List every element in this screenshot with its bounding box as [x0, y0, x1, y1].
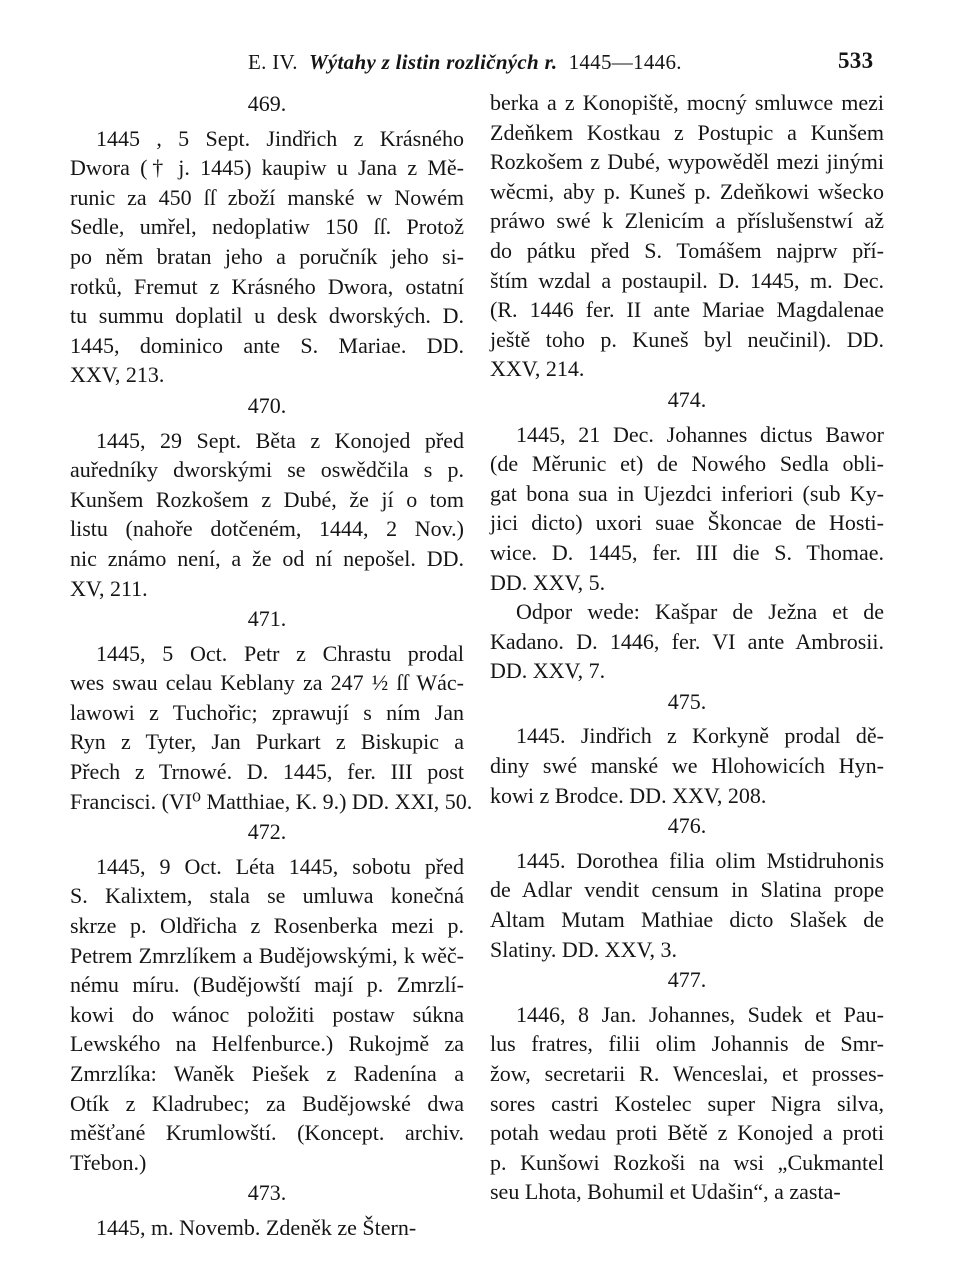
- record-entry: [490, 687, 884, 810]
- entry-text-line: žow, secretarii R. Wenceslai, et prosses-: [490, 1061, 884, 1086]
- right-column: [490, 88, 884, 1207]
- continued-text-line: práwo swé k Zlenicím a příslušenstwí až: [490, 208, 884, 234]
- entry-number: 476.: [667, 813, 707, 839]
- entry-text-line: 1445, 9 Oct. Léta 1445, sobotu před: [96, 853, 464, 879]
- entry-text-line: DD. XXV, 7.: [490, 658, 606, 684]
- entry-text-line: kowi do wánoc položiti postaw súkna: [70, 1001, 464, 1027]
- entry-text-line: de Adlar vendit censum in Slatina prope: [490, 877, 884, 903]
- running-head: [0, 44, 960, 84]
- entry-text-line: měšťané Krumlowští. (Koncept. archiv.: [70, 1120, 464, 1146]
- entry-number: 472.: [247, 819, 287, 845]
- entry-text-line: Třebon.): [70, 1149, 147, 1175]
- record-entry: [70, 89, 464, 390]
- left-column: [70, 88, 473, 1243]
- record-entry: [70, 817, 464, 1177]
- entry-text-line: rotků, Fremut z Krásného Dwora, ostatní: [70, 273, 464, 299]
- continued-text-line: berka a z Konopiště, mocný smluwce mezi: [490, 90, 884, 115]
- entry-text-line: listu (nahoře dotčeném, 1444, 2 Nov.): [70, 516, 464, 542]
- record-entry: [70, 1178, 464, 1242]
- entry-text-line: 1445, 21 Dec. Johannes dictus Bawor: [516, 421, 884, 447]
- continued-text-line: do pátku před S. Tomášem najprw pří-: [490, 237, 884, 263]
- entry-text-line: nému míru. (Budějowští mají p. Zmrzlí-: [70, 972, 464, 998]
- entry-text-line: tu summu doplatil u desk dworských. D.: [70, 303, 464, 329]
- entry-text-line: Sedle, umřel, nedoplatiw 150 ſſ. Protož: [70, 214, 464, 240]
- entry-text-line: wes swau celau Keblany za 247 ½ ſſ Wác-: [70, 670, 464, 696]
- entry-text-line: Přech z Trnowé. D. 1445, fer. III post: [70, 759, 464, 785]
- record-entry: [490, 811, 884, 964]
- entry-text-line: 1445, 5 Oct. Petr z Chrastu prodal: [96, 640, 464, 666]
- entry-text-line: Lewského na Helfenburce.) Rukojmě za: [70, 1031, 464, 1057]
- entry-text-line: wice. D. 1445, fer. III die S. Thomae.: [490, 539, 884, 565]
- section-label: E. IV.: [248, 50, 298, 74]
- entry-text-line: jici dicto) uxori suae Škoncae de Hosti-: [490, 510, 884, 536]
- entry-text-line: 1445, m. Novemb. Zdeněk ze Štern-: [96, 1214, 417, 1240]
- continued-text-line: Zdeňkem Kostkau z Postupic a Kunšem: [490, 119, 884, 145]
- continued-text-line: Rozkošem z Dubé, wypowěděl mezi jinými: [490, 149, 884, 175]
- entry-text-line: 1445, dominico ante S. Mariae. DD.: [70, 332, 464, 358]
- entry-text-line: Slatiny. DD. XXV, 3.: [490, 936, 678, 962]
- entry-text-line: Petrem Zmrzlíkem a Budějowskými, k wěč-: [70, 942, 464, 968]
- running-title: [248, 50, 682, 75]
- entry-text-line: lus fratres, filii olim Johannis de Smr-: [490, 1031, 884, 1057]
- entry-text-line: auředníky dworskými se oswědčila s p.: [70, 457, 464, 483]
- record-entry: [70, 604, 473, 816]
- entry-text-line: Zmrzlíka: Waněk Piešek z Radenína a: [70, 1061, 464, 1086]
- header-title: Wýtahy z listin rozličných r.: [308, 50, 558, 74]
- entry-text-line: runic za 450 ſſ zboží manské w Nowém: [70, 184, 464, 210]
- entry-text-line: 1445. Jindřich z Korkyně prodal dě-: [516, 723, 884, 749]
- entry-number: 474.: [667, 386, 707, 412]
- entry-number: 473.: [247, 1180, 287, 1206]
- entry-text-line: p. Kunšowi Rozkoši na wsi „Cukmantel: [490, 1149, 884, 1175]
- entry-number: 470.: [247, 392, 287, 418]
- entry-text-line: Dwora († j. 1445) kaupiw u Jana z Mě-: [70, 155, 464, 181]
- continued-text-line: (R. 1446 fer. II ante Mariae Magdalenae: [490, 297, 884, 323]
- entry-text-line: lawowi z Tuchořic; zprawují s ním Jan: [70, 699, 464, 725]
- entry-text-line: Otík z Kladrubec; za Budějowské dwa: [70, 1090, 464, 1116]
- entry-text-line: sores castri Kostelec super Nigra silva,: [490, 1090, 884, 1116]
- entry-number: 475.: [667, 688, 707, 714]
- entry-text-line: DD. XXV, 5.: [490, 569, 606, 595]
- entry-text-line: Francisci. (VI⁰ Matthiae, K. 9.) DD. XXI, 50.: [70, 788, 473, 814]
- entry-text-line: 1445 , 5 Sept. Jindřich z Krásného: [96, 125, 464, 151]
- entry-text-line: Kunšem Rozkošem z Dubé, že jí o tom: [70, 486, 464, 512]
- entry-text-line: potah wedau proti Bětě z Konojed a proti: [490, 1120, 884, 1146]
- entry-text-line: gat bona sua in Ujezdci inferiori (sub Ky-: [490, 480, 884, 506]
- entry-text-line: 1445. Dorothea filia olim Mstidruhonis: [516, 847, 884, 873]
- entry-number: 477.: [667, 967, 707, 993]
- entry-text-line: XXV, 213.: [70, 362, 165, 388]
- header-years: 1445—1446.: [568, 50, 682, 74]
- entry-text-line: S. Kalixtem, stala se umluwa konečná: [70, 883, 464, 909]
- entry-text-line: 1446, 8 Jan. Johannes, Sudek et Pau-: [516, 1001, 884, 1027]
- entry-number: 471.: [247, 606, 287, 632]
- continued-text-line: ještě toho p. Kuneš byl neučinil). DD.: [490, 326, 884, 352]
- continued-text-line: štím wzdal a postaupil. D. 1445, m. Dec.: [490, 267, 884, 293]
- record-entry: [70, 391, 464, 603]
- entry-text-line: Ryn z Tyter, Jan Purkart z Biskupic a: [70, 729, 464, 755]
- entry-text-line: nic známo není, a že od ní nepošel. DD.: [70, 545, 464, 571]
- entry-text-line: diny swé manské we Hlohowicích Hyn-: [490, 753, 884, 779]
- entry-text-line: 1445, 29 Sept. Běta z Konojed před: [96, 427, 464, 453]
- entry-text-line: skrze p. Oldřicha z Rosenberka mezi p.: [70, 913, 464, 939]
- entry-text-line: Altam Mutam Mathiae dicto Slašek de: [490, 907, 884, 933]
- entry-text-line: XV, 211.: [70, 575, 148, 601]
- continued-text-line: XXV, 214.: [490, 356, 585, 382]
- entry-text-line: kowi z Brodce. DD. XXV, 208.: [490, 782, 767, 808]
- entry-text-line: Odpor wede: Kašpar de Ježna et de: [516, 599, 884, 625]
- entry-text-line: (de Měrunic et) de Nowého Sedla obli-: [490, 451, 884, 477]
- entry-text-line: seu Lhota, Bohumil et Udašin“, a zasta-: [490, 1179, 841, 1205]
- record-entry: [490, 965, 884, 1207]
- entry-text-line: Kadano. D. 1446, fer. VI ante Ambrosii.: [490, 628, 884, 654]
- record-entry: [490, 385, 884, 686]
- entry-number: 469.: [247, 91, 287, 116]
- continued-text-line: wěcmi, aby p. Kuneš p. Zdeňkowi wšecko: [490, 178, 884, 204]
- page-number: 533: [838, 48, 874, 73]
- entry-text-line: po něm bratan jeho a poručník jeho si-: [70, 243, 464, 269]
